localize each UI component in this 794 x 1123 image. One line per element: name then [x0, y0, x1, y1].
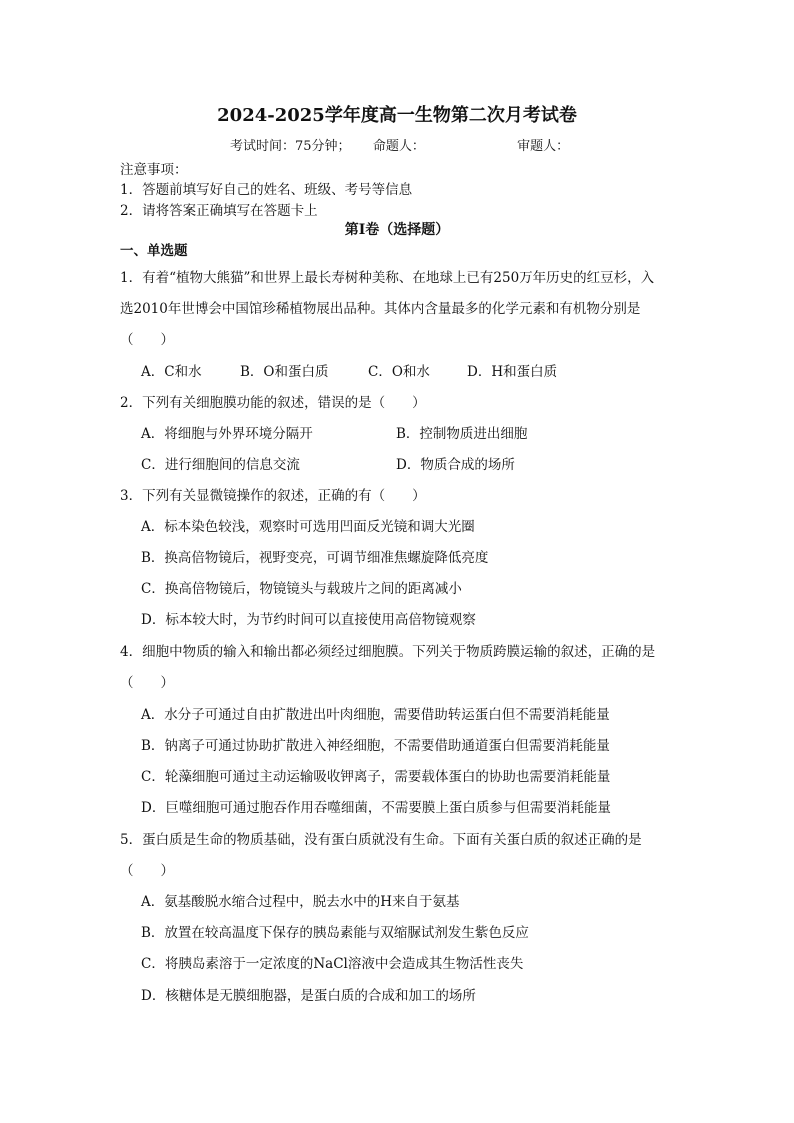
question-5-option-b: B．放置在较高温度下保存的胰岛素能与双缩脲试剂发生紫色反应 — [141, 925, 529, 941]
question-4-option-b: B．钠离子可通过协助扩散进入神经细胞，不需要借助通道蛋白但需要消耗能量 — [141, 738, 610, 754]
question-4-option-d: D．巨噬细胞可通过胞吞作用吞噬细菌，不需要膜上蛋白质参与但需要消耗能量 — [141, 800, 611, 816]
question-3-option-d: D．标本较大时，为节约时间可以直接使用高倍物镜观察 — [141, 612, 476, 628]
question-2-stem: 2．下列有关细胞膜功能的叙述，错误的是（ ） — [120, 395, 426, 411]
question-2-option-d: D．物质合成的场所 — [396, 457, 515, 473]
question-1-option-a: A．C和水 — [141, 364, 202, 380]
notes-heading: 注意事项： — [120, 162, 188, 178]
volume-title: 第I卷（选择题） — [344, 222, 450, 238]
question-5-option-d: D．核糖体是无膜细胞器，是蛋白质的合成和加工的场所 — [141, 988, 476, 1004]
question-4-option-a: A．水分子可通过自由扩散进出叶肉细胞，需要借助转运蛋白但不需要消耗能量 — [141, 707, 610, 723]
question-1-option-b: B．O和蛋白质 — [240, 364, 329, 380]
question-4-stem: 4．细胞中物质的输入和输出都必须经过细胞膜。下列关于物质跨膜运输的叙述，正确的是 — [120, 644, 656, 660]
question-3-option-c: C．换高倍物镜后，物镜镜头与载玻片之间的距离减小 — [141, 581, 462, 597]
note-item: 2．请将答案正确填写在答题卡上 — [120, 203, 318, 219]
question-1-stem: 1．有着“植物大熊猫”和世界上最长寿树种美称、在地球上已有250万年历史的红豆杉，入 — [120, 270, 655, 286]
question-5-option-a: A．氨基酸脱水缩合过程中，脱去水中的H来自于氨基 — [141, 894, 460, 910]
question-5-option-c: C．将胰岛素溶于一定浓度的NaCl溶液中会造成其生物活性丧失 — [141, 956, 524, 972]
question-4-option-c: C．轮藻细胞可通过主动运输吸收钾离子，需要载体蛋白的协助也需要消耗能量 — [141, 769, 611, 785]
note-item: 1．答题前填写好自己的姓名、班级、考号等信息 — [120, 182, 413, 198]
question-1-option-d: D．H和蛋白质 — [467, 364, 558, 380]
exam-time: 考试时间：75分钟； — [230, 139, 351, 154]
question-3-stem: 3．下列有关显微镜操作的叙述，正确的有（ ） — [120, 488, 426, 504]
question-2-option-a: A．将细胞与外界环境分隔开 — [141, 426, 313, 442]
reviewer: 审题人： — [517, 139, 570, 154]
question-2-option-c: C．进行细胞间的信息交流 — [141, 457, 300, 473]
exam-title: 2024-2025学年度高一生物第二次月考试卷 — [217, 105, 577, 126]
exam-meta — [230, 138, 569, 156]
question-3-option-a: A．标本染色较浅，观察时可选用凹面反光镜和调大光圈 — [141, 519, 475, 535]
section-title: 一、单选题 — [120, 243, 188, 259]
question-1-option-c: C．O和水 — [368, 364, 430, 380]
question-3-option-b: B．换高倍物镜后，视野变亮，可调节细准焦螺旋降低亮度 — [141, 550, 489, 566]
question-4-stem: （ ） — [120, 675, 174, 691]
question-5-stem: 5．蛋白质是生命的物质基础，没有蛋白质就没有生命。下面有关蛋白质的叙述正确的是 — [120, 832, 642, 848]
question-1-stem: （ ） — [120, 332, 174, 348]
question-5-stem: （ ） — [120, 863, 174, 879]
question-2-option-b: B．控制物质进出细胞 — [396, 426, 528, 442]
question-setter: 命题人： — [372, 139, 425, 154]
question-1-stem: 选2010年世博会中国馆珍稀植物展出品种。其体内含量最多的化学元素和有机物分别是 — [120, 301, 641, 317]
